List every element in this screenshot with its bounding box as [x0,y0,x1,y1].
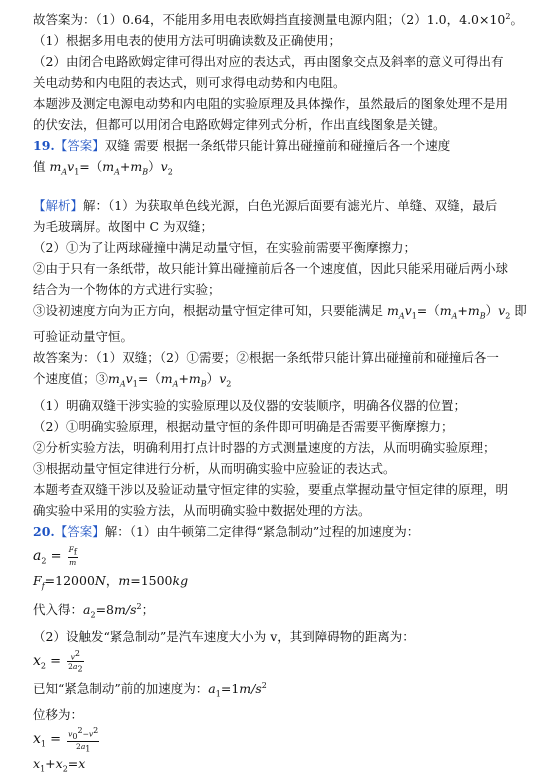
formula-x2: $x_2$ = $\frac{v^2}{2a_2}$ [33,648,83,674]
q19-answer: 19.【答案】双缝 需要 根据一条纸带只能计算出碰撞前和碰撞后各一个速度 [33,138,451,154]
formula-x1: $x_1$ = $\frac{v_0^2-v^2}{2a_1}$ [33,726,99,754]
q19-analysis: 【解析】解：（1）为获取单色线光源，白色光源后面要有滤光片、单缝、双缝，最后 [33,197,498,213]
q19-analysis-line: 结合为一个物体的方式进行实验； [33,281,221,297]
given-a1: 已知“紧急制动”前的加速度为：$a_1=1m/s^2$ [33,680,267,699]
displacement-label: 位移为： [33,707,84,723]
q18-note-1: （1）根据多用电表的使用方法可明确读数及正确使用； [33,33,341,49]
q19-note: （2）①明确实验原理，根据动量守恒的条件即可明确是否需要平衡摩擦力； [33,418,454,434]
q19-final-answer: 故答案为：（1）双缝；（2）①需要；②根据一条纸带只能计算出碰撞前和碰撞后各一 [33,350,499,366]
q20-answer: 20.【答案】解：（1）由牛顿第二定律得“紧急制动”过程的加速度为： [33,523,420,539]
q19-summary: 本题考查双缝干涉以及验证动量守恒定律的实验，要重点掌握动量守恒定律的原理，明 [33,481,509,497]
q20-part2: （2）设触发“紧急制动”是汽车速度大小为 v，其到障碍物的距离为： [33,628,415,644]
question-number: 20. [33,523,55,539]
momentum-formula: $m_Av_1=(m_A+m_B)v_2$ [386,302,511,321]
q19-summary-cont: 确实验中采用的实验方法，从而明确实验中数据处理的方法。 [33,502,371,518]
q19-answer-cont: 值 $m_Av_1=(m_A+m_B)v_2$ [33,159,173,177]
q18-summary: 本题涉及测定电源电动势和内电阻的实验原理及具体操作，虽然最后的图象处理不是用 [33,96,509,112]
substitution: 代入得：$a_2=8m/s^2$； [33,602,155,620]
q19-analysis-line: 为毛玻璃屏。故图中 C 为双缝； [33,218,214,234]
momentum-formula: $m_Av_1=(m_A+m_B)v_2$ [108,371,232,389]
q19-analysis-line: ③设初速度方向为正方向，根据动量守恒定律可知，只要能满足 $m_Av_1=(m_A+m_B)v_2$ 即 [33,302,527,321]
q19-note: ③根据动量守恒定律进行分析，从而明确实验中应验证的表达式。 [33,460,396,476]
formula-a2: $a_2$ = $\frac{F_f}{m}$ [33,545,77,567]
q18-note-2: （2）由闭合电路欧姆定律可得出对应的表达式，再由图象交点及斜率的意义可得出有 [33,54,504,70]
answer-tag: 【答案】 [54,523,105,539]
q18-final-answer: 故答案为：（1）0.64，不能用多用电表欧姆挡直接测量电源内阻；（2）1.0，$4.0\times 10^2$。 [33,12,523,28]
q18-note-2-cont: 关电动势和内电阻的表达式，则可求得电动势和内电阻。 [33,75,346,91]
q19-analysis-line: （2）①为了让两球碰撞中满足动量守恒，在实验前需要平衡摩擦力； [33,239,416,255]
q19-analysis-line: ②由于只有一条纸带，故只能计算出碰撞前后各一个速度值，因此只能采用碰后两小球 [33,260,509,276]
q19-analysis-line: 可验证动量守恒。 [33,329,134,345]
given-values: $F_f=12000N$，m=1500kg [33,572,189,591]
q19-final-answer-cont: 个速度值；$③m_Av_1=(m_A+m_B)v_2$ [33,371,232,389]
q19-note: （1）明确双缝干涉实验的实验原理以及仪器的安装顺序，明确各仪器的位置； [33,397,466,413]
question-number: 19. [33,138,55,154]
momentum-formula: $m_Av_1=(m_A+m_B)v_2$ [49,159,173,177]
analysis-tag: 【解析】 [33,197,84,213]
q18-summary-cont: 的伏安法，但都可以用闭合电路欧姆定律列式分析，作出直线图象是关键。 [33,117,446,133]
answer-tag: 【答案】 [54,138,105,154]
sum-equation: $x_1+x_2=x$ [33,756,86,774]
q19-note: ②分析实验方法，明确利用打点计时器的方式测量速度的方法，从而明确实验原理； [33,439,496,455]
